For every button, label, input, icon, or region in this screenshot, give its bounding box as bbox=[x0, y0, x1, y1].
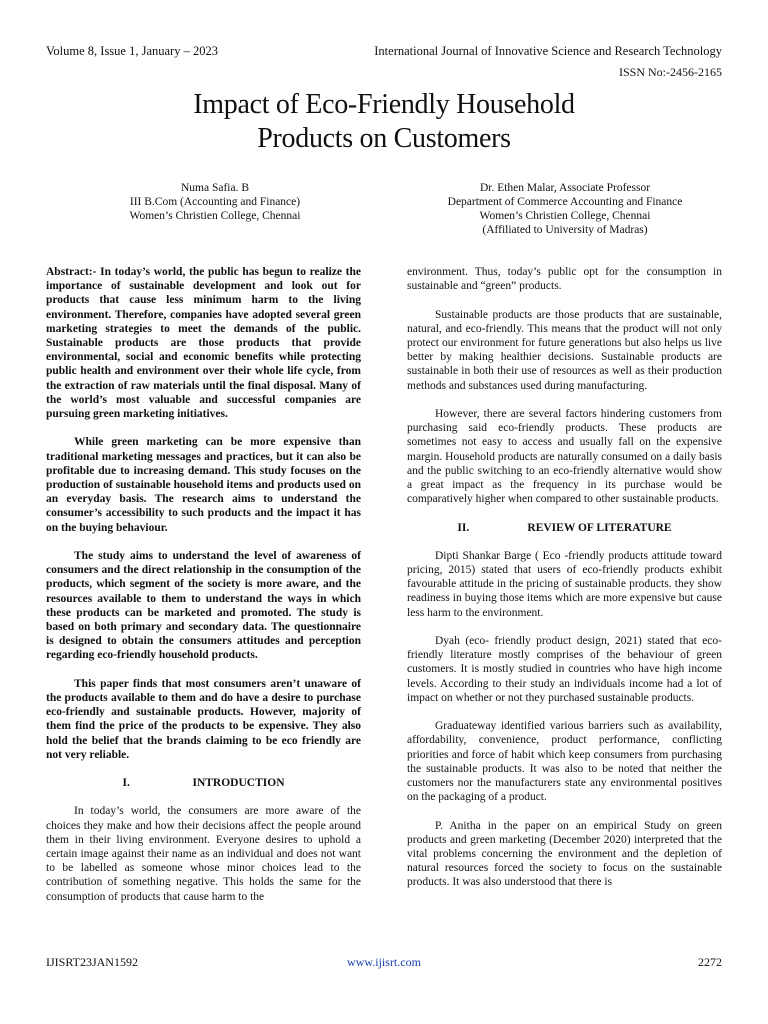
section-heading-introduction bbox=[46, 776, 361, 790]
abstract-paragraph-3: The study aims to understand the level of awareness of consumers and the direct relationship in the consumption of the products, which segment of the society is more aware, and the resources available to them to understand the ways in which these products can be marketed and promoted. The study is based on both primary and secondary data. The questionnaire is designed to obtain the consumers attitudes and perception regarding eco-friendly household products. bbox=[46, 550, 361, 662]
author-1-name: Numa Safia. B bbox=[180, 182, 250, 194]
author-block-2 bbox=[400, 181, 730, 237]
section-heading-literature-review bbox=[407, 521, 722, 535]
page-number: 2272 bbox=[698, 955, 722, 969]
author-1-college: Women’s Christien College, Chennai bbox=[129, 210, 301, 222]
issn-label: ISSN No:-2456-2165 bbox=[618, 65, 722, 79]
author-2-department: Department of Commerce Accounting and Finance bbox=[447, 196, 683, 208]
paper-title bbox=[0, 88, 768, 156]
running-header-journal: International Journal of Innovative Science and Research Technology bbox=[374, 44, 722, 58]
footer-paper-id: IJISRT23JAN1592 bbox=[46, 955, 138, 969]
author-2-name: Dr. Ethen Malar, Associate Professor bbox=[479, 182, 651, 194]
author-2-affiliation: (Affiliated to University of Madras) bbox=[482, 224, 648, 236]
section-number: II. bbox=[457, 521, 470, 534]
author-block-1 bbox=[90, 181, 340, 223]
literature-paragraph-3: Graduateway identified various barriers such as availability, affordability, convenience, product performance, conflicting priorities and force of habit which keep consumers from purchasing the sustainable products. It was also to be noted that neither the customers nor the manufacturers state any environmental positives on the packaging of a product. bbox=[407, 720, 722, 804]
author-2-college: Women’s Christien College, Chennai bbox=[479, 210, 651, 222]
left-column bbox=[46, 265, 361, 918]
introduction-paragraph-3: However, there are several factors hindering customers from purchasing said eco-friendly products. These products are sometimes not easy to access and usually fall on the expensive margin. Household products are naturally consumed on a daily basis and the public switching to an eco-friendly alternative would show a great impact as the frequency in its purchase would be comparatively higher when compared to other sustainable products. bbox=[407, 408, 722, 506]
abstract-paragraph-4: This paper finds that most consumers aren’t unaware of the products available to them and do have a desire to purchase eco-friendly and sustainable products. However, majority of them find the price of the products to be expensive. They also hold the belief that the brands claiming to be eco friendly are not very reliable. bbox=[46, 677, 361, 761]
literature-paragraph-1: Dipti Shankar Barge ( Eco -friendly products attitude toward pricing, 2015) stated that users of eco-friendly products exhibit favourable attitude in the pricing of sustainable products. they show readiness in buying those items which are more expensive but cause less harm to the environment. bbox=[407, 549, 722, 619]
literature-paragraph-4: P. Anitha in the paper on an empirical Study on green products and green marketing (December 2020) interpreted that the vital problems concerning the environment and the depletion of natural resources forced the society to focus on the sustainable products. It was also understood that there is bbox=[407, 819, 722, 889]
section-title: REVIEW OF LITERATURE bbox=[527, 521, 672, 534]
running-header-volume: Volume 8, Issue 1, January – 2023 bbox=[46, 44, 218, 58]
footer-website-link[interactable]: www.ijisrt.com bbox=[347, 955, 421, 969]
literature-paragraph-2: Dyah (eco- friendly product design, 2021) stated that eco-friendly literature mostly comprises of the behaviour of green customers. It is mostly studied in countries who have high income levels. According to their study an individuals income had a lot of impact on whether or not they purchased sustainable products. bbox=[407, 635, 722, 704]
paper-title-line-1: Impact of Eco-Friendly Household bbox=[193, 89, 575, 120]
abstract-paragraph-1: Abstract:- In today’s world, the public has begun to realize the importance of sustainable development and look out for products that cause less minimum harm to the living environment. Therefore, companies have adopted several green marketing strategies to meet the demands of the public. Sustainable products are those products that provide environmental, social and economic benefits while protecting public health and environment over their whole life cycle, from the extraction of raw materials until the final disposal. Many of the world’s most valuable and successful companies are pursuing green marketing initiatives. bbox=[46, 266, 361, 421]
section-title: INTRODUCTION bbox=[192, 777, 285, 790]
right-column bbox=[407, 265, 722, 904]
section-number: I. bbox=[122, 777, 130, 790]
paper-title-line-2: Products on Customers bbox=[257, 123, 511, 154]
abstract-paragraph-2: While green marketing can be more expensive than traditional marketing messages and practices, but it can also be profitable due to increasing demand. This study focuses on the production of sustainable household items and products used on an everyday basis. The research aims to understand the consumer’s accessibility to such products and the impact it has on the buying behaviour. bbox=[46, 436, 361, 534]
introduction-paragraph-1: In today’s world, the consumers are more aware of the choices they make and how their decisions affect the people around them in their living environment. Everyone desires to uphold a certain image against their name as an individual and does not want to be labelled as someone whose minor choices lead to the contribution of something negative. This holds the same for the consumption of products that cause harm to the bbox=[46, 805, 361, 903]
introduction-continued-paragraph: environment. Thus, today’s public opt for the consumption in sustainable and “green” products. bbox=[407, 266, 722, 293]
introduction-paragraph-2: Sustainable products are those products that are sustainable, natural, and eco-friendly. This means that the product will not only protect our environment for future generations but also helps us live better by making healthier decisions. Sustainable products are sustainable in both their use of resources as well as their production methods and substances used during manufacturing. bbox=[407, 308, 722, 392]
author-1-program: III B.Com (Accounting and Finance) bbox=[129, 196, 301, 208]
